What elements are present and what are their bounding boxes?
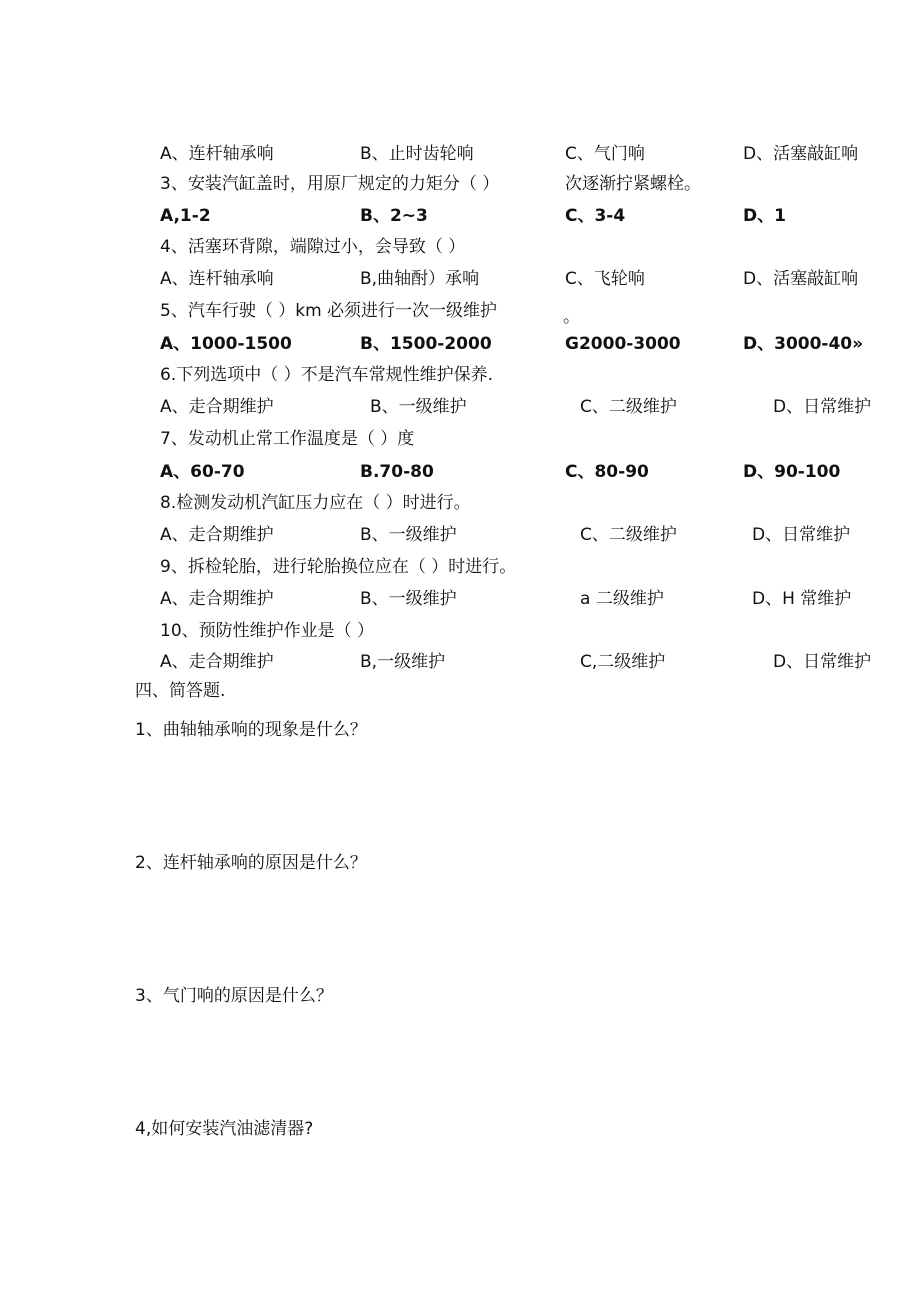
short-answer-question-2: 2、连杆轴承响的原因是什么？ [135, 853, 367, 873]
short-answer-question-3: 3、气门响的原因是什么？ [135, 986, 333, 1006]
q4-option-a: A、连杆轴承响 [160, 269, 274, 289]
q3-stem: 3、安装汽缸盖时，用原厂规定的力矩分（ ） [160, 174, 500, 194]
q10-option-b: B,一级维护 [360, 652, 446, 672]
q9-option-d: D、H 常维护 [752, 589, 852, 609]
q10-stem: 10、预防性维护作业是（ ） [160, 621, 375, 641]
q5-stem-tail: 。 [563, 307, 580, 327]
q5-option-c: G2000-3000 [565, 334, 681, 354]
q4-option-b: B,曲轴酎）承响 [360, 269, 480, 289]
q10-option-d: D、日常维护 [773, 652, 872, 672]
section-4-title: 四、简答题. [135, 681, 226, 701]
q8-option-c: C、二级维护 [580, 525, 677, 545]
q8-option-a: A、走合期维护 [160, 525, 274, 545]
short-answer-question-4: 4,如何安装汽油滤清器? [135, 1119, 314, 1139]
q6-option-d: D、日常维护 [773, 397, 872, 417]
q10-option-c: C,二级维护 [580, 652, 666, 672]
q6-option-a: A、走合期维护 [160, 397, 274, 417]
q7-option-a: A、60-70 [160, 462, 245, 482]
q3-option-a: A,1-2 [160, 206, 211, 226]
q2-option-a: A、连杆轴承响 [160, 144, 274, 164]
q5-option-b: B、1500-2000 [360, 334, 492, 354]
q4-stem: 4、活塞环背隙，端隙过小，会导致（ ） [160, 237, 466, 257]
q4-option-c: C、飞轮响 [565, 269, 645, 289]
q8-option-d: D、日常维护 [752, 525, 851, 545]
q7-option-d: D、90-100 [743, 462, 841, 482]
q2-option-b: B、止时齿轮响 [360, 144, 474, 164]
q5-option-a: A、1000-1500 [160, 334, 292, 354]
q2-option-d: D、活塞敲缸响 [743, 144, 859, 164]
q3-option-c: C、3-4 [565, 206, 626, 226]
q6-stem: 6.下列选项中（ ）不是汽车常规性维护保养. [160, 365, 494, 385]
q4-option-d: D、活塞敲缸响 [743, 269, 859, 289]
q10-option-a: A、走合期维护 [160, 652, 274, 672]
q8-option-b: B、一级维护 [360, 525, 457, 545]
q6-option-c: C、二级维护 [580, 397, 677, 417]
q6-option-b: B、一级维护 [370, 397, 467, 417]
q7-option-c: C、80-90 [565, 462, 649, 482]
q9-option-b: B、一级维护 [360, 589, 457, 609]
q7-stem: 7、发动机止常工作温度是（ ）度 [160, 429, 415, 449]
q8-stem: 8.检测发动机汽缸压力应在（ ）时进行。 [160, 493, 471, 513]
q2-option-c: C、气门响 [565, 144, 645, 164]
q5-stem: 5、汽车行驶（ ）km 必须进行一次一级维护 [160, 301, 498, 321]
q3-option-d: D、1 [743, 206, 786, 226]
q7-option-b: B.70-80 [360, 462, 434, 482]
q3-option-b: B、2~3 [360, 206, 428, 226]
q9-option-a: A、走合期维护 [160, 589, 274, 609]
q3-stem-tail: 次逐渐拧紧螺栓。 [565, 174, 701, 194]
short-answer-question-1: 1、曲轴轴承响的现象是什么？ [135, 720, 367, 740]
q9-option-c: a 二级维护 [580, 589, 664, 609]
q9-stem: 9、拆检轮胎，进行轮胎换位应在（ ）时进行。 [160, 557, 517, 577]
q5-option-d: D、3000-40» [743, 334, 864, 354]
